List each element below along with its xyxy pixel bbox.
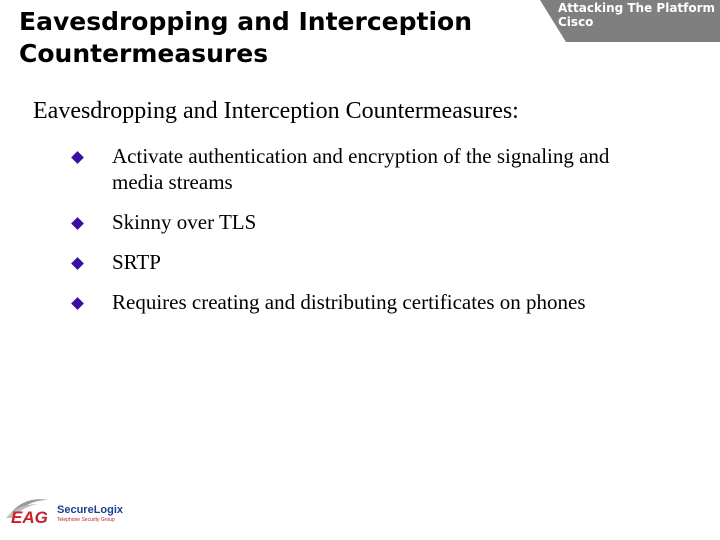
section-label-line-2: Cisco: [558, 15, 594, 29]
diamond-bullet-icon: [71, 217, 84, 230]
logo-tagline: Telephone Security Group: [57, 517, 115, 523]
bullet-text: Activate authentication and encryption of the signaling and: [112, 144, 610, 168]
slide-title-line-1: Eavesdropping and Interception: [19, 7, 473, 36]
list-item: [72, 209, 702, 235]
bullet-text: Skinny over TLS: [112, 210, 257, 234]
list-item: [72, 143, 702, 195]
bullet-text-continued: media streams: [112, 170, 233, 194]
securelogix-logo: [4, 494, 134, 530]
slide-title-line-2: Countermeasures: [19, 39, 269, 68]
list-item: [72, 249, 702, 275]
logo-name: SecureLogix: [57, 504, 124, 516]
bullet-text: Requires creating and distributing certificates on phones: [112, 290, 586, 314]
lead-text: Eavesdropping and Interception Countermeasures:: [33, 98, 519, 124]
bullet-text: SRTP: [112, 250, 161, 274]
diamond-bullet-icon: [71, 151, 84, 164]
slide-title: [19, 6, 539, 70]
section-label: [558, 1, 715, 29]
bullet-list: [72, 143, 702, 329]
logo-mark: EAG: [11, 508, 48, 527]
section-label-line-1: Attacking The Platform: [558, 1, 716, 15]
diamond-bullet-icon: [71, 297, 84, 310]
diamond-bullet-icon: [71, 257, 84, 270]
list-item: [72, 289, 702, 315]
